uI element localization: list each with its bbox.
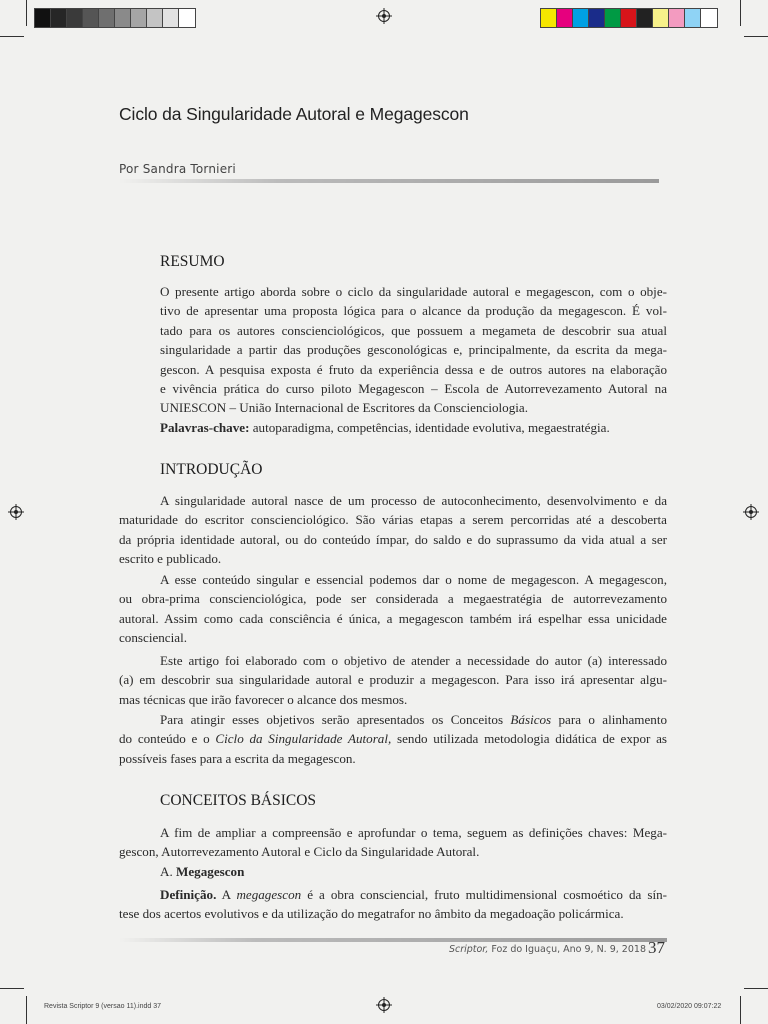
intro-paragraph-4: [119, 710, 667, 768]
item-prefix: A.: [160, 864, 177, 879]
text-line: singularidade a partir das produções gesconológicas e, principalmente, da escrita da mega-: [160, 342, 667, 358]
text-line: UNIESCON – União Internacional de Escritores da Conscienciologia.: [160, 400, 528, 416]
process-color-bar: [540, 8, 718, 28]
color-swatch: [131, 9, 147, 27]
color-swatch: [541, 9, 557, 27]
text-line: autoral. Assim como cada consciência é única, a megagescon também irá espelhar essa unicidade: [119, 610, 667, 626]
keywords-label: Palavras-chave:: [160, 420, 250, 435]
color-swatch: [147, 9, 163, 27]
registration-mark: [10, 506, 22, 518]
item-label: Megagescon: [176, 864, 245, 879]
text-run: para o alinhamento: [551, 712, 668, 727]
color-swatch: [557, 9, 573, 27]
running-footer: [449, 944, 646, 955]
color-swatch: [179, 9, 195, 27]
slug-file: Revista Scriptor 9 (versao 11).indd 37: [44, 1003, 161, 1010]
crop-mark: [0, 988, 24, 989]
text-run: é a obra consciencial, fruto multidimensional cosmoético da sín-: [301, 887, 667, 902]
color-swatch: [621, 9, 637, 27]
slug-date: 03/02/2020 09:07:22: [657, 1003, 722, 1010]
article-author: Por Sandra Tornieri: [119, 162, 236, 176]
definicao-paragraph: [119, 885, 667, 924]
text-line: gescon. A pesquisa exposta é fruto da experiência dessa e de outros autores na elaboração: [160, 361, 667, 377]
definition-label: Definição.: [160, 887, 217, 902]
text-run-italic: megagescon: [236, 887, 302, 902]
registration-mark: [378, 999, 390, 1011]
color-swatch: [669, 9, 685, 27]
section-heading-introducao: INTRODUÇÃO: [160, 461, 263, 478]
journal-name: Scriptor,: [448, 944, 489, 955]
registration-mark: [745, 506, 757, 518]
color-swatch: [653, 9, 669, 27]
intro-paragraph-1: [119, 491, 667, 569]
text-line: consciencial.: [119, 630, 187, 646]
text-line: A esse conteúdo singular e essencial podemos dar o nome de megagescon. A megagescon,: [160, 572, 667, 587]
article-title: Ciclo da Singularidade Autoral e Megagescon: [119, 104, 469, 124]
conceitos-item-a: [119, 862, 667, 881]
text-run: do conteúdo e o: [119, 731, 216, 747]
text-line: mas técnicas que irão favorecer o alcance dos mesmos.: [119, 691, 408, 707]
text-line: Este artigo foi elaborado com o objetivo de atender a necessidade do autor (a) interessado: [160, 653, 667, 668]
color-swatch: [115, 9, 131, 27]
conceitos-paragraph-1: [119, 823, 667, 862]
text-run: Para atingir esses objetivos serão apresentados os Conceitos: [160, 712, 511, 727]
text-line: gescon, Autorrevezamento Autoral e Ciclo da Singularidade Autoral.: [119, 844, 480, 860]
header-rule: [119, 179, 659, 183]
page-number: 37: [648, 938, 665, 957]
text-line: possíveis fases para a escrita da megagescon.: [119, 750, 356, 766]
color-swatch: [83, 9, 99, 27]
keywords-line: [160, 418, 667, 437]
crop-mark: [744, 988, 768, 989]
resumo-paragraph: [160, 282, 667, 418]
registration-mark: [378, 10, 390, 22]
color-swatch: [637, 9, 653, 27]
color-swatch: [35, 9, 51, 27]
color-swatch: [589, 9, 605, 27]
text-run-italic: Ciclo da Singularidade Autoral,: [215, 731, 392, 747]
section-heading-resumo: RESUMO: [160, 253, 225, 270]
text-run: A: [216, 887, 237, 902]
intro-paragraph-3: [119, 651, 667, 709]
text-line: escrito e publicado.: [119, 551, 222, 567]
crop-mark: [26, 0, 27, 26]
text-line: (a) em descobrir sua singularidade autoral e produzir a megagescon. Para isso irá apresentar algu-: [119, 672, 667, 688]
color-swatch: [701, 9, 717, 27]
text-line: A singularidade autoral nasce de um processo de autoconhecimento, desenvolvimento e da: [160, 493, 667, 508]
text-line: e vivência prática do curso piloto Megagescon – Escola de Autorrevezamento Autoral na: [160, 381, 667, 397]
journal-info: Foz do Iguaçu, Ano 9, N. 9, 2018: [488, 944, 646, 955]
crop-mark: [740, 0, 741, 26]
text-line: tese dos acertos evolutivos e da utilização do megatrafor no âmbito da megadoação policármica.: [119, 906, 624, 922]
text-line: ou obra-prima conscienciológica, pode ser considerada a megaestratégia de autorrevezamento: [119, 591, 667, 607]
text-line: O presente artigo aborda sobre o ciclo da singularidade autoral e megagescon, com o obje-: [160, 284, 667, 299]
keywords-value: autoparadigma, competências, identidade evolutiva, megaestratégia.: [249, 420, 610, 435]
intro-paragraph-2: [119, 570, 667, 648]
crop-mark: [740, 996, 741, 1024]
text-line: tivo de apresentar uma proposta lógica para o alcance da produção da megagescon. É vol-: [160, 303, 667, 319]
crop-mark: [26, 996, 27, 1024]
grayscale-color-bar: [34, 8, 196, 28]
text-line: da própria identidade autoral, ou do conteúdo ímpar, do saldo e do suprassumo da vida atual a ser: [119, 531, 667, 547]
color-swatch: [67, 9, 83, 27]
footer-rule: [119, 938, 667, 942]
color-swatch: [99, 9, 115, 27]
color-swatch: [51, 9, 67, 27]
text-line: A fim de ampliar a compreensão e aprofundar o tema, seguem as definições chaves: Mega-: [160, 825, 667, 840]
text-run: sendo utilizada metodologia didática de expor as: [391, 731, 667, 747]
crop-mark: [744, 36, 768, 37]
color-swatch: [685, 9, 701, 27]
section-heading-conceitos: CONCEITOS BÁSICOS: [160, 792, 317, 809]
color-swatch: [573, 9, 589, 27]
text-line: maturidade do escritor conscienciológico. São várias etapas a serem percorridas até a descoberta: [119, 512, 667, 528]
text-run-italic: Básicos: [510, 712, 552, 727]
text-line: tado para os autores conscienciológicos, que possuem a megameta de descobrir sua atual: [160, 322, 667, 338]
color-swatch: [605, 9, 621, 27]
color-swatch: [163, 9, 179, 27]
crop-mark: [0, 36, 24, 37]
